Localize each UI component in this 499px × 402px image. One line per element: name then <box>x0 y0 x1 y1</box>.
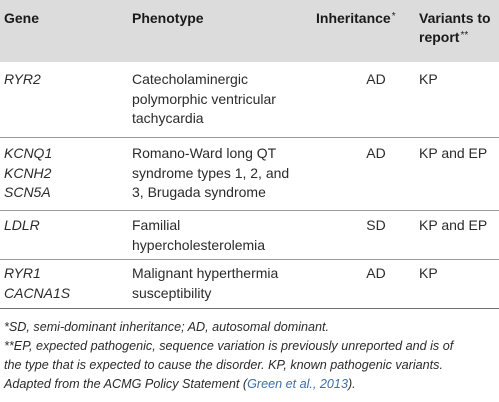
footnote-inheritance: *SD, semi-dominant inheritance; AD, autosomal dominant. <box>4 320 330 334</box>
table-footnotes <box>4 318 496 394</box>
header-variants-line2 <box>419 28 491 49</box>
variants-cell: KP and EP <box>419 217 488 233</box>
variants-cell: KP <box>419 71 438 87</box>
phenotype-cell <box>132 70 332 129</box>
header-inheritance-footnote-mark: * <box>391 11 396 22</box>
gene-cell <box>4 264 70 303</box>
table-bottom-rule <box>0 308 499 309</box>
row-divider <box>0 259 499 260</box>
gene-name: LDLR <box>4 217 40 233</box>
citation-link[interactable]: Green et al., 2013 <box>247 377 348 391</box>
gene-name: KCNH2 <box>4 164 52 181</box>
phenotype-line: tachycardia <box>132 110 204 126</box>
row-divider <box>0 210 499 211</box>
phenotype-line: polymorphic ventricular <box>132 90 276 107</box>
gene-name: CACNA1S <box>4 284 71 301</box>
phenotype-line: susceptibility <box>132 284 212 301</box>
gene-cell <box>4 216 40 236</box>
phenotype-line: syndrome types 1, 2, and <box>132 164 290 181</box>
variants-cell: KP and EP <box>419 145 488 161</box>
phenotype-cell <box>132 264 332 303</box>
gene-name: RYR1 <box>4 265 41 281</box>
gene-name: RYR2 <box>4 71 41 87</box>
header-variants <box>419 9 491 49</box>
inheritance-cell: SD <box>366 217 386 233</box>
row-divider <box>0 137 499 138</box>
header-variants-line1: Variants to <box>419 10 491 26</box>
header-inheritance <box>316 9 396 30</box>
gene-cell <box>4 144 52 203</box>
footnote-source <box>4 375 496 394</box>
gene-name: SCN5A <box>4 184 51 200</box>
footnote-source-text: Adapted from the ACMG Policy Statement ( <box>4 377 248 391</box>
phenotype-line: 3, Brugada syndrome <box>132 184 266 200</box>
table-header <box>0 0 499 62</box>
inheritance-cell: AD <box>366 265 386 281</box>
variants-cell: KP <box>419 265 438 281</box>
header-inheritance-label: Inheritance <box>316 10 391 26</box>
phenotype-line: hypercholesterolemia <box>132 236 266 253</box>
footnote-variants-line2: the type that is expected to cause the disorder. KP, known pathogenic variants. <box>4 358 443 372</box>
header-variants-label: report <box>419 29 460 45</box>
header-variants-footnote-mark: ** <box>460 30 469 41</box>
footnote-variants-line1: **EP, expected pathogenic, sequence variation is previously unreported and is of <box>4 339 454 353</box>
inheritance-cell: AD <box>366 145 386 161</box>
footnote-source-end: ). <box>347 377 356 391</box>
phenotype-line: Malignant hyperthermia <box>132 265 279 281</box>
phenotype-cell <box>132 144 332 203</box>
phenotype-cell <box>132 216 332 255</box>
gene-cell <box>4 70 41 90</box>
phenotype-line: Romano-Ward long QT <box>132 145 277 161</box>
header-gene: Gene <box>4 10 40 26</box>
inheritance-cell: AD <box>366 71 386 87</box>
header-phenotype: Phenotype <box>132 10 204 26</box>
phenotype-line: Familial <box>132 217 181 233</box>
phenotype-line: Catecholaminergic <box>132 71 248 87</box>
gene-name: KCNQ1 <box>4 145 53 161</box>
